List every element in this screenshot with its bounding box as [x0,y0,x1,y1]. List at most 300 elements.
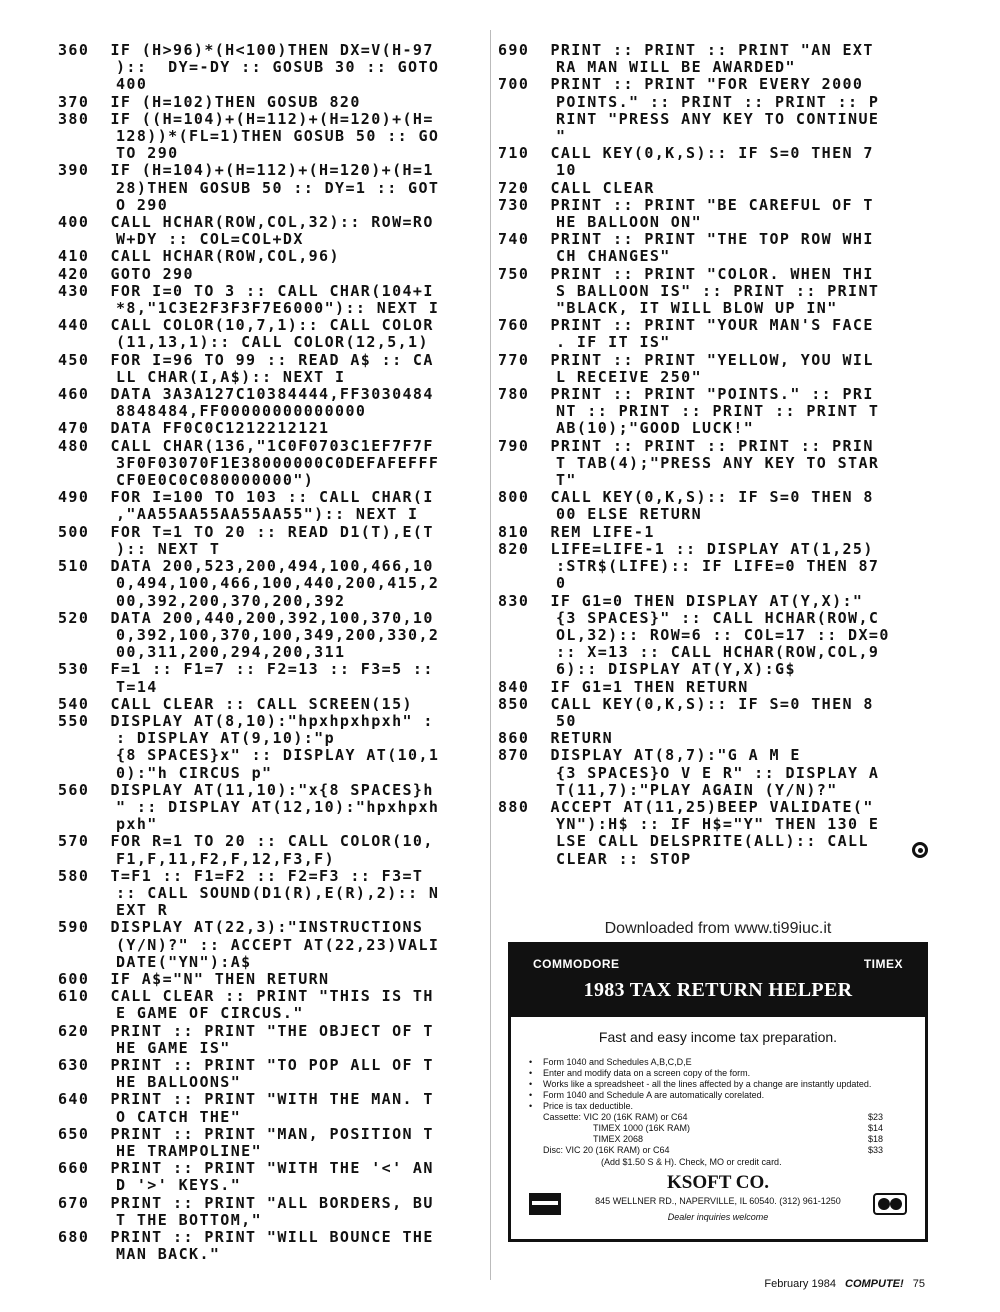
code-line [58,541,488,558]
code-line [498,386,928,403]
code-text: " [556,127,567,146]
code-text: MAN BACK." [116,1245,221,1264]
ad-price-value: $33 [867,1145,883,1155]
code-line [498,730,928,747]
code-line [58,1160,488,1177]
code-line [498,128,928,145]
line-number: 690 [498,41,530,59]
code-text: OL,32):: ROW=6 :: COL=17 :: DX=0 [556,625,890,644]
code-line [58,180,488,197]
column-divider [490,30,491,1280]
code-text: D '>' KEYS." [116,1176,242,1195]
download-note: Downloaded from www.ti99iuc.it [604,920,832,937]
code-text: DISPLAY AT(8,10):"hpxhpxhpxh" : [110,711,434,730]
line-number: 880 [498,797,530,816]
ad-feature-item: • Works like a spreadsheet - all the lines affected by a change are instantly updated. [529,1079,899,1090]
code-text: 0,494,100,466,100,440,200,415,2 [116,574,440,593]
code-text: HE BALLOON ON" [556,213,703,232]
code-line [498,214,928,231]
line-number: 870 [498,746,530,765]
code-text: PRINT :: PRINT "POINTS." :: PRI [550,385,874,404]
ad-feature-list [529,1057,899,1112]
code-line [58,197,488,214]
line-number: 730 [498,195,530,214]
code-line [58,575,488,592]
ad-price-value: $18 [867,1134,883,1144]
code-text: PRINT :: PRINT "ALL BORDERS, BU [110,1193,434,1212]
code-line [58,661,488,678]
code-text: {3 SPACES}O V E R" :: DISPLAY A [556,763,880,782]
line-number: 680 [58,1228,90,1247]
code-text: IF (H=102)THEN GOSUB 820 [110,92,361,111]
line-number: 430 [58,281,90,300]
code-text: PRINT :: PRINT "COLOR. WHEN THI [550,264,874,283]
code-text: FOR I=96 TO 99 :: READ A$ :: CA [110,350,434,369]
code-text: 3F0F03070F1E38000000C0DEFAFEFFF [116,453,440,472]
code-text: HE BALLOONS" [116,1073,242,1092]
code-line [498,696,928,713]
line-number: 740 [498,230,530,249]
code-text: W+DY :: COL=COL+DX [116,230,304,249]
code-text: AB(10);"GOOD LUCK!" [556,419,755,438]
line-number: 580 [58,866,90,885]
code-line [58,128,488,145]
code-line [58,730,488,747]
code-line [498,334,928,351]
code-line [498,816,928,833]
code-line [498,197,928,214]
code-line [58,111,488,128]
line-number: 750 [498,264,530,283]
line-number: 540 [58,694,90,713]
code-line [498,765,928,782]
code-line [498,369,928,386]
code-line [58,1143,488,1160]
code-text: PRINT :: PRINT "TO POP ALL OF T [110,1055,434,1074]
code-line [58,42,488,59]
code-text: PRINT :: PRINT "MAN, POSITION T [110,1124,434,1143]
code-line [58,266,488,283]
ad-feature-item: • Enter and modify data on a screen copy of the form. [529,1068,899,1079]
code-text: . IF IT IS" [556,333,671,352]
code-line [498,283,928,300]
code-text: T" [556,471,577,490]
code-line [58,94,488,111]
code-line [498,558,928,575]
code-text: 128))*(FL=1)THEN GOSUB 50 :: GO [116,127,440,146]
code-text: PRINT :: PRINT :: PRINT "AN EXT [550,41,874,59]
ad-brand-timex: TIMEX [863,957,903,971]
line-number: 790 [498,436,530,455]
code-line [498,627,928,644]
code-text: DATA 200,440,200,392,100,370,10 [110,608,434,627]
code-text: CALL CLEAR :: CALL SCREEN(15) [110,694,413,713]
line-number: 810 [498,522,530,541]
code-line [498,231,928,248]
code-text: CALL HCHAR(ROW,COL,32):: ROW=RO [110,213,434,232]
code-text: RINT "PRESS ANY KEY TO CONTINUE [556,109,880,128]
line-number: 520 [58,608,90,627]
code-line [58,1091,488,1108]
code-line [498,438,928,455]
code-line [58,868,488,885]
ad-company-address: 845 WELLNER RD., NAPERVILLE, IL 60540. (312) 961-1250 [595,1196,841,1206]
code-line [58,386,488,403]
line-number: 360 [58,41,90,59]
code-line [498,541,928,558]
code-line [58,937,488,954]
ad-price-value: $23 [867,1112,883,1122]
code-text: pxh" [116,815,158,834]
code-line [58,988,488,1005]
code-line [58,1074,488,1091]
code-line [58,782,488,799]
code-line [498,472,928,489]
end-of-article-icon [912,842,928,858]
code-text: HE TRAMPOLINE" [116,1142,263,1160]
ad-price-label: TIMEX 2068 [593,1134,644,1144]
code-line [498,679,928,696]
ad-price-label: Disc: VIC 20 (16K RAM) or C64 [543,1145,670,1155]
code-text: ):: NEXT T [116,539,221,558]
line-number: 410 [58,247,90,266]
code-line [58,885,488,902]
code-text: ):: DY=-DY :: GOSUB 30 :: GOTO [116,58,440,77]
code-text: IF (H>96)*(H<100)THEN DX=V(H-97 [110,41,434,59]
code-line [58,765,488,782]
line-number: 820 [498,539,530,558]
code-text: PRINT :: PRINT "WILL BOUNCE THE [110,1228,434,1247]
code-line [58,231,488,248]
code-line [58,524,488,541]
ad-dealer-note: Dealer inquiries welcome [667,1212,769,1222]
ad-company-name: KSOFT CO. [666,1172,770,1193]
code-text: DATA FF0C0C1212212121 [110,419,330,438]
code-line [498,352,928,369]
code-line [58,593,488,610]
code-text: CALL CHAR(136,"1C0F0703C1EF7F7F [110,436,434,455]
code-text: CALL CLEAR :: PRINT "THIS IS TH [110,987,434,1006]
code-text: CALL CLEAR [550,178,655,197]
code-text: F=1 :: F1=7 :: F2=13 :: F3=5 :: [110,660,434,679]
code-text: T THE BOTTOM," [116,1210,263,1229]
code-text: GOTO 290 [110,264,194,283]
code-text: 8848484,FF00000000000000 [116,402,367,421]
code-text: CALL KEY(0,K,S):: IF S=0 THEN 8 [550,694,874,713]
line-number: 390 [58,161,90,180]
code-text: CF0E0C0C080000000") [116,471,315,490]
code-text: NT :: PRINT :: PRINT :: PRINT T [556,402,880,421]
line-number: 670 [58,1193,90,1212]
line-number: 700 [498,75,530,94]
code-line [498,661,928,678]
code-line [498,610,928,627]
code-line [498,403,928,420]
code-text: IF A$="N" THEN RETURN [110,969,330,988]
code-line [58,558,488,575]
code-text: FOR I=100 TO 103 :: CALL CHAR(I [110,488,434,507]
code-text: FOR T=1 TO 20 :: READ D1(T),E(T [110,522,434,541]
code-text: HE GAME IS" [116,1038,231,1057]
code-line [58,1057,488,1074]
code-text: PRINT :: PRINT "YOUR MAN'S FACE [550,316,874,335]
code-line [58,713,488,730]
code-line [58,833,488,850]
code-text: CH CHANGES" [556,247,671,266]
code-line [58,1229,488,1246]
code-text: T TAB(4);"PRESS ANY KEY TO STAR [556,453,880,472]
code-line [58,1212,488,1229]
code-text: PRINT :: PRINT "WITH THE '<' AN [110,1159,434,1178]
code-text: IF ((H=104)+(H=112)+(H=120)+(H= [110,109,434,128]
code-line [498,575,928,592]
ad-price-row [543,1145,883,1156]
ad-price-label: TIMEX 1000 (16K RAM) [593,1123,691,1133]
line-number: 470 [58,419,90,438]
code-text: {3 SPACES}" :: CALL HCHAR(ROW,C [556,608,880,627]
code-line [498,593,928,610]
line-number: 600 [58,969,90,988]
line-number: 800 [498,488,530,507]
code-text: 00,392,200,370,200,392 [116,591,346,610]
code-line [58,76,488,93]
line-number: 420 [58,264,90,283]
code-line [58,352,488,369]
code-line [58,919,488,936]
ad-price-row [543,1134,883,1145]
line-number: 630 [58,1055,90,1074]
code-text: 0):"h CIRCUS p" [116,763,273,782]
code-text: LIFE=LIFE-1 :: DISPLAY AT(1,25) [550,539,874,558]
code-text: PRINT :: PRINT :: PRINT :: PRIN [550,436,874,455]
code-text: FOR I=0 TO 3 :: CALL CHAR(104+I [110,281,434,300]
code-line [498,111,928,128]
ad-feature-item: • Form 1040 and Schedules A,B,C,D,E [529,1057,899,1068]
code-text: {8 SPACES}x" :: DISPLAY AT(10,1 [116,746,440,765]
code-text: DATA 200,523,200,494,100,466,10 [110,557,434,576]
code-line [58,1195,488,1212]
code-text: L RECEIVE 250" [556,367,703,386]
code-line [58,679,488,696]
code-line [58,369,488,386]
code-text: 6):: DISPLAY AT(Y,X):G$ [556,660,796,679]
line-number: 650 [58,1124,90,1143]
code-line [58,627,488,644]
code-text: CALL COLOR(10,7,1):: CALL COLOR [110,316,434,335]
code-text: T=14 [116,677,158,696]
code-line [498,180,928,197]
code-line [58,644,488,661]
code-text: DISPLAY AT(11,10):"x{8 SPACES}h [110,780,434,799]
footer-page-number: 75 [912,1278,925,1290]
code-line [498,59,928,76]
code-text: EXT R [116,901,169,920]
code-line [58,420,488,437]
line-number: 440 [58,316,90,335]
code-text: YN"):H$ :: IF H$="Y" THEN 130 E [556,815,880,834]
code-line [58,1246,488,1263]
code-line [498,782,928,799]
code-text: PRINT :: PRINT "THE OBJECT OF T [110,1021,434,1040]
line-number: 380 [58,109,90,128]
line-number: 610 [58,987,90,1006]
code-line [58,59,488,76]
code-line [58,455,488,472]
code-text: PRINT :: PRINT "THE TOP ROW WHI [550,230,874,249]
page-footer [764,1278,925,1290]
ad-price-list [511,1112,925,1156]
code-line [58,696,488,713]
code-line [58,162,488,179]
code-line [58,902,488,919]
code-text: PRINT :: PRINT "YELLOW, YOU WIL [550,350,874,369]
code-line [58,489,488,506]
code-line [58,1177,488,1194]
line-number: 560 [58,780,90,799]
code-text: O 290 [116,195,169,214]
line-number: 530 [58,660,90,679]
code-column-left [58,42,488,1263]
code-line [498,747,928,764]
ad-price-row [543,1112,883,1123]
code-line [498,266,928,283]
code-line [58,472,488,489]
code-line [58,248,488,265]
code-text: 50 [556,711,577,730]
ad-price-label: Cassette: VIC 20 (16K RAM) or C64 [543,1112,688,1122]
ad-shipping: (Add $1.50 S & H). Check, MO or credit card. [601,1157,782,1167]
line-number: 710 [498,144,530,163]
line-number: 450 [58,350,90,369]
code-line [58,438,488,455]
line-number: 860 [498,729,530,748]
line-number: 460 [58,385,90,404]
code-line [58,1109,488,1126]
code-line [498,489,928,506]
line-number: 830 [498,591,530,610]
code-text: POINTS." :: PRINT :: PRINT :: P [556,92,880,111]
code-text: (Y/N)?" :: ACCEPT AT(22,23)VALI [116,935,440,954]
code-text: PRINT :: PRINT "BE CAREFUL OF T [550,195,874,214]
code-line [498,644,928,661]
code-text: : DISPLAY AT(9,10):"p [116,729,336,748]
code-line [498,248,928,265]
line-number: 490 [58,488,90,507]
code-line [498,42,928,59]
code-text: IF G1=0 THEN DISPLAY AT(Y,X):" [550,591,864,610]
code-line [58,214,488,231]
code-text: CALL KEY(0,K,S):: IF S=0 THEN 8 [550,488,874,507]
line-number: 720 [498,178,530,197]
code-line [58,851,488,868]
code-line [58,334,488,351]
code-line [498,162,928,179]
code-line [58,610,488,627]
code-text: LL CHAR(I,A$):: NEXT I [116,367,346,386]
code-text: FOR R=1 TO 20 :: CALL COLOR(10, [110,832,434,851]
code-text: (11,13,1):: CALL COLOR(12,5,1) [116,333,429,352]
line-number: 570 [58,832,90,851]
code-line [58,971,488,988]
code-line [498,76,928,93]
line-number: 780 [498,385,530,404]
code-line [58,1040,488,1057]
code-line [498,455,928,472]
code-text: CALL KEY(0,K,S):: IF S=0 THEN 7 [550,144,874,163]
code-text: *8,"1C3E2F3F3F7E6000"):: NEXT I [116,299,440,318]
line-number: 400 [58,213,90,232]
code-line [498,799,928,816]
code-line [498,833,928,850]
code-text: :: X=13 :: CALL HCHAR(ROW,COL,9 [556,643,880,662]
code-line [58,317,488,334]
code-text: DISPLAY AT(22,3):"INSTRUCTIONS [110,918,424,937]
code-text: RETURN [550,729,614,748]
line-number: 500 [58,522,90,541]
code-line [58,1126,488,1143]
footer-magazine: COMPUTE! [845,1278,904,1290]
code-text: T(11,7):"PLAY AGAIN (Y/N)?" [556,780,838,799]
code-text: ACCEPT AT(11,25)BEEP VALIDATE(" [550,797,874,816]
code-text: 10 [556,161,577,180]
code-line [58,300,488,317]
code-text: 00 ELSE RETURN [556,505,703,524]
ad-feature-item: • Price is tax deductible. [529,1101,899,1112]
code-text: O CATCH THE" [116,1107,242,1126]
code-text: ,"AA55AA55AA55AA55"):: NEXT I [116,505,419,524]
code-line [58,145,488,162]
ad-tagline: Fast and easy income tax preparation. [598,1029,838,1045]
line-number: 370 [58,92,90,111]
code-text: F1,F,11,F2,F,12,F3,F) [116,849,336,868]
code-line [498,94,928,111]
code-text: LSE CALL DELSPRITE(ALL):: CALL [556,832,869,851]
code-text: PRINT :: PRINT "FOR EVERY 2000 [550,75,864,94]
code-text: 0 [556,574,567,593]
ksoft-advertisement [508,942,928,1242]
line-number: 660 [58,1159,90,1178]
code-text: 28)THEN GOSUB 50 :: DY=1 :: GOT [116,178,440,197]
code-line [498,524,928,541]
code-text: DISPLAY AT(8,7):"G A M E [550,746,801,765]
ad-price-row [543,1123,883,1134]
code-text: :STR$(LIFE):: IF LIFE=0 THEN 87 [556,557,880,576]
code-line [498,317,928,334]
ad-feature-item: • Form 1040 and Schedule A are automatically corelated. [529,1090,899,1101]
line-number: 840 [498,677,530,696]
code-text: TO 290 [116,144,179,163]
code-line [498,300,928,317]
mastercard-icon [873,1193,907,1215]
code-line [58,403,488,420]
code-line [58,816,488,833]
line-number: 590 [58,918,90,937]
line-number: 480 [58,436,90,455]
line-number: 510 [58,557,90,576]
line-number: 850 [498,694,530,713]
footer-date: February 1984 [764,1278,836,1290]
code-column-right [498,42,928,868]
line-number: 640 [58,1090,90,1109]
code-line [58,1023,488,1040]
code-text: CALL HCHAR(ROW,COL,96) [110,247,340,266]
ad-title: 1983 TAX RETURN HELPER [583,979,853,1001]
code-text: PRINT :: PRINT "WITH THE MAN. T [110,1090,434,1109]
code-text: 0,392,100,370,100,349,200,330,2 [116,625,440,644]
code-line [498,713,928,730]
code-text: :: CALL SOUND(D1(R),E(R),2):: N [116,883,440,902]
code-text: " :: DISPLAY AT(12,10):"hpxhpxh [116,797,440,816]
